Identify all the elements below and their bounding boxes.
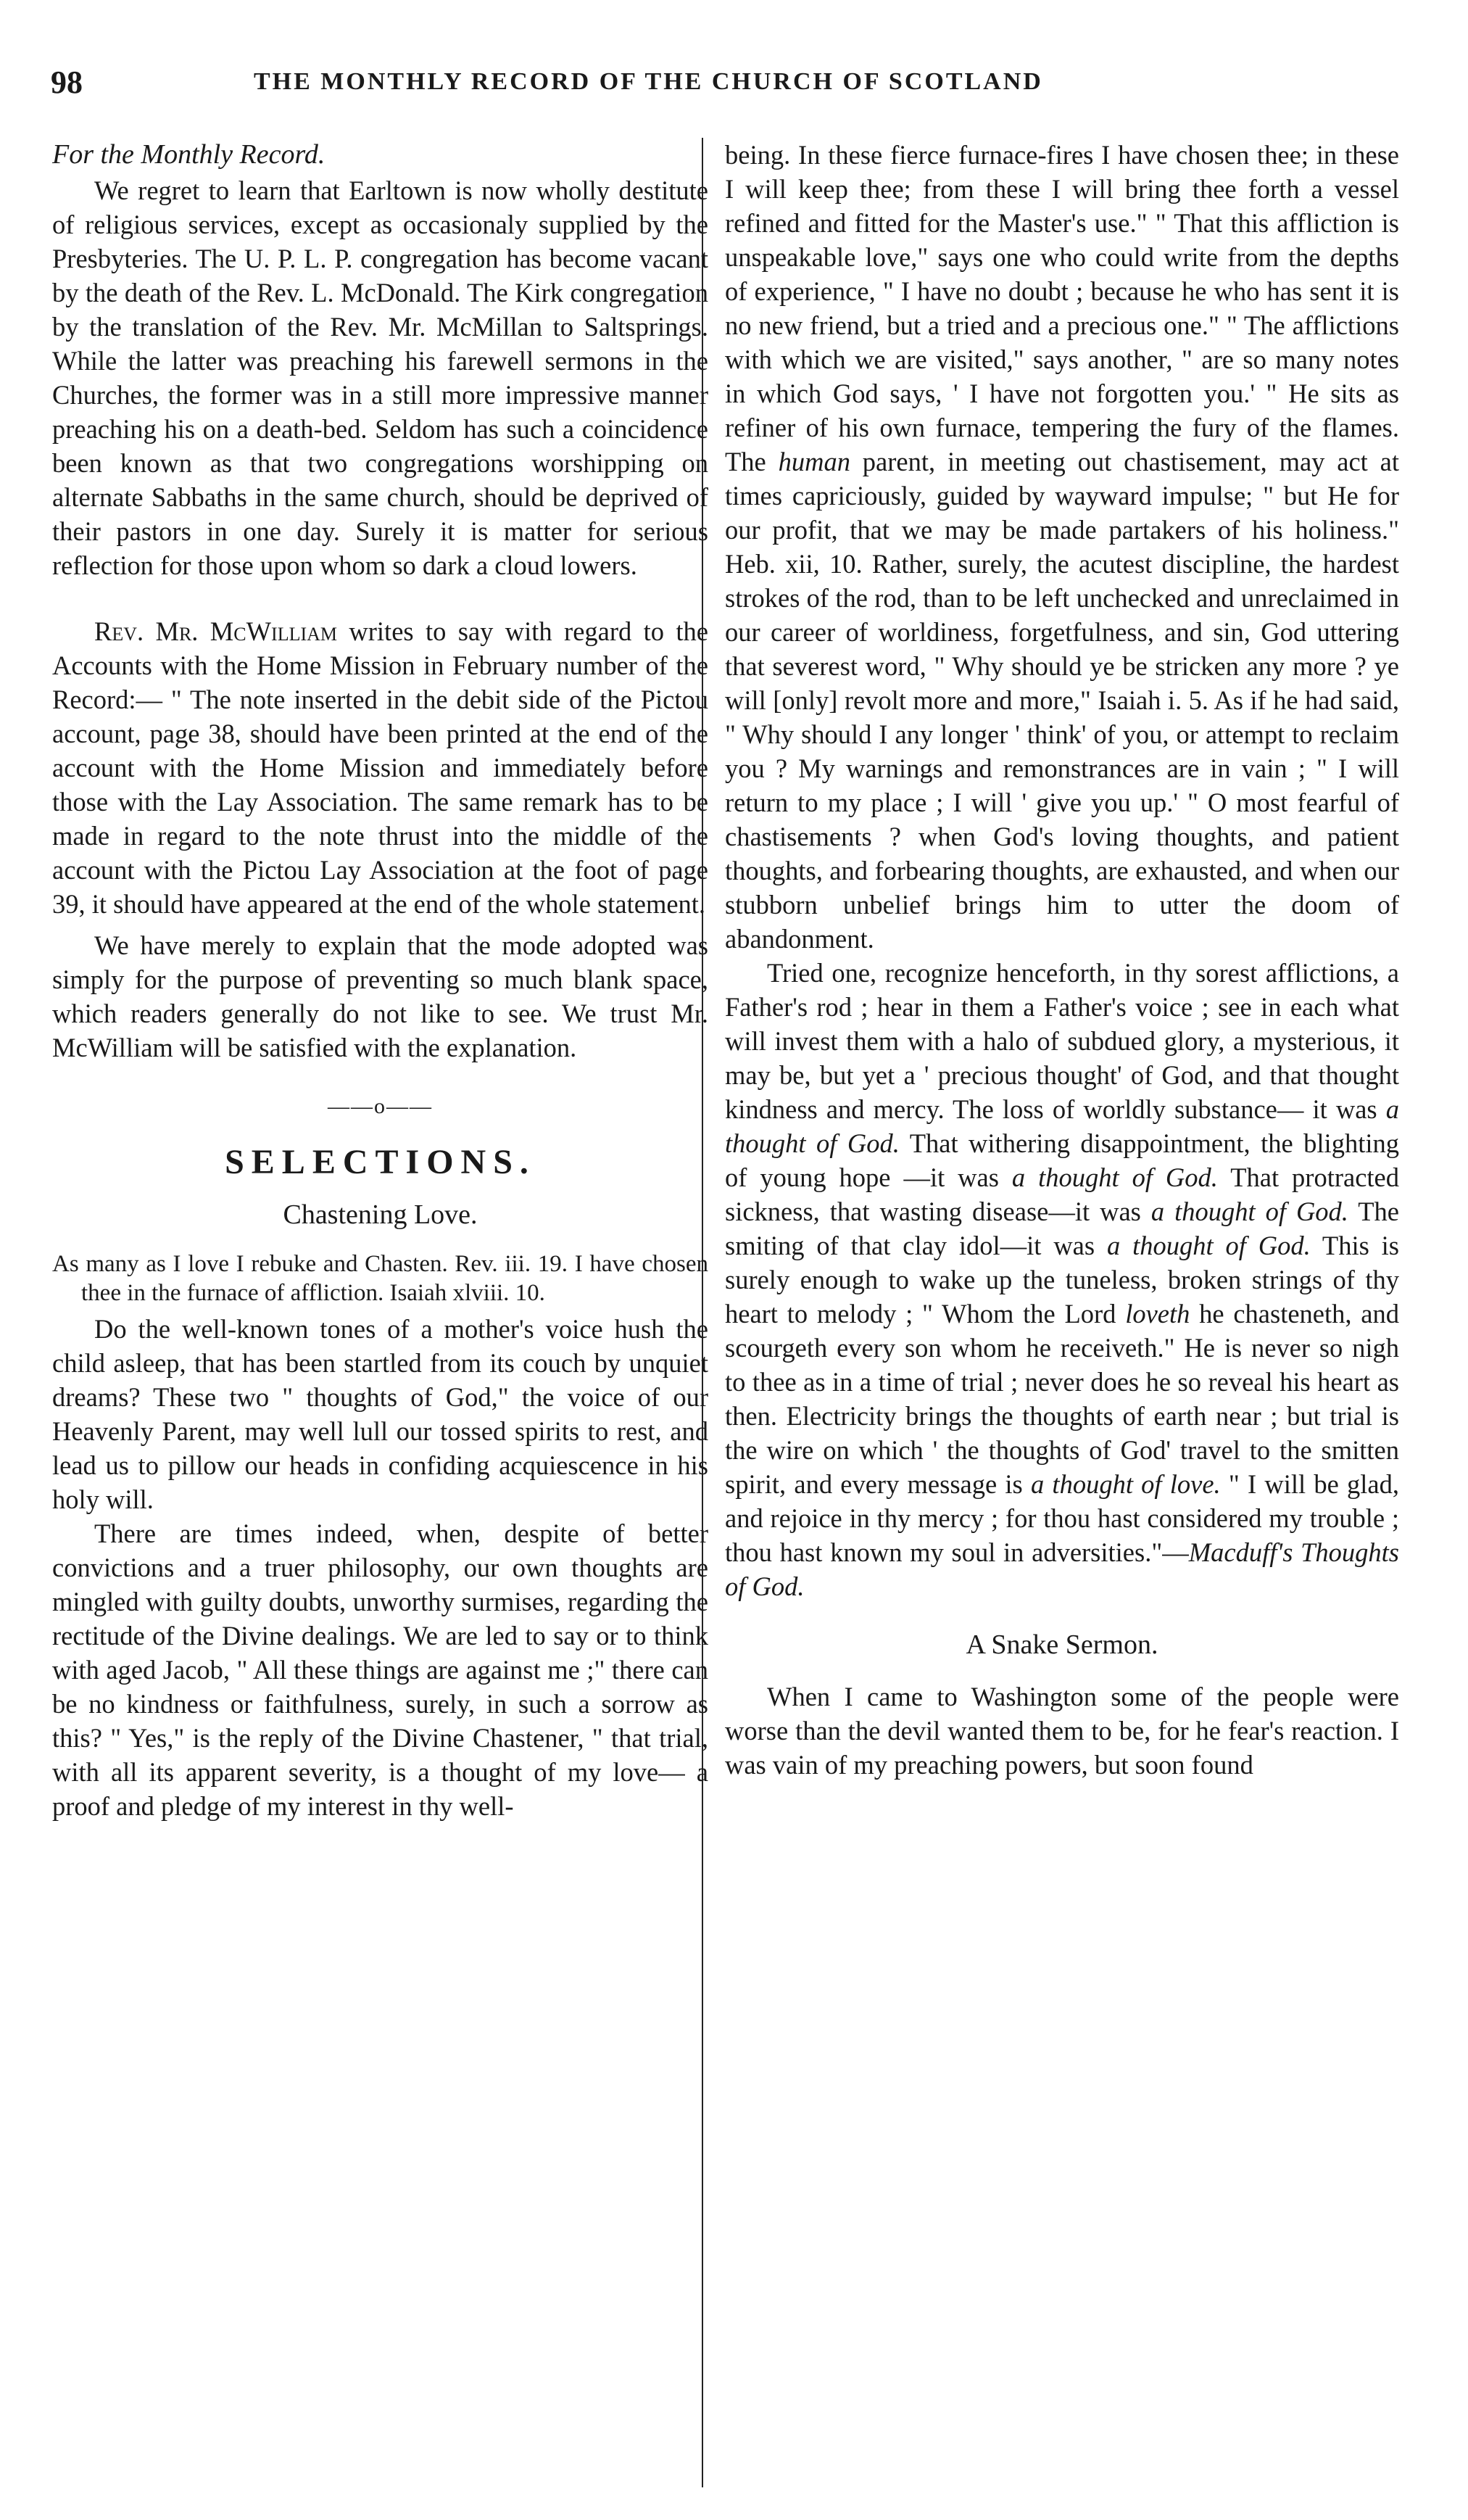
earltown-paragraph: We regret to learn that Earltown is now wholly destitute of religious services, except as occasionaly supplied by the Presbyteries. The U. P. L. P. congregation has become vacant by the death of the Rev. L. McDonald. The Kirk congregation by the translation of the Rev. Mr. McMillan to Saltsprings. While the latter was preaching his farewell sermons in the Churches, the former was in a still more impressive manner preaching his on a death-bed. Seldom has such a coincidence been known as that two congregations worshipping on alternate Sabbaths in the same church, should be deprived of their pastors in one day. Surely it is matter for serious reflection for those upon whom so dark a cloud lowers. [52,175,708,580]
spacer [52,582,708,614]
left-column [52,138,708,2502]
snake-sermon-paragraph: When I came to Washington some of the people were worse than the devil wanted them to be, for he fear's reaction. I was vain of my preaching powers, but soon found [725,1682,1399,1780]
tried-one-paragraph [725,956,1399,1603]
epigraph: As many as I love I rebuke and Chasten. Rev. iii. 19. I have chosen thee in the furnace of affliction. Isaiah xlviii. 10. [52,1251,708,1306]
italic-thought-4: a thought of God. [1106,1231,1311,1260]
source-credit: Macduff's Thoughts of God. [725,1537,1399,1601]
mcwilliam-text: writes to say with regard to the Accounts with the Home Mission in February number of the Record:— " The note inserted in the debit side of the Pictou account, page 38, should have been printed at the end of the account with the Home Mission and immediately before those with the Lay Association. The same remark has to be made in regard to the note thrust into the middle of the account with the Pictou Lay Association at the foot of page 39, it should have appeared at the end of the whole statement. [52,616,708,919]
snake-sermon-title: A Snake Sermon. [966,1629,1158,1660]
continuation-paragraph [725,138,1399,956]
italic-human: human [778,447,850,476]
italic-thought-1: a thought of God. [725,1094,1399,1158]
ornament-divider: ——o—— [328,1094,433,1118]
tried-text-a: Tried one, recognize henceforth, in thy sorest afflictions, a Father's rod ; hear in them a Father's voice ; see in each what will invest them with a halo of subdued glory, a mysterious, it may be, but yet a ' precious thought' of God, and that thought kindness and mercy. The loss of worldly substance— it was [725,958,1399,1124]
mcwilliam-lead: Rev. Mr. McWilliam [94,616,338,646]
tried-text-g: " I will be glad, and rejoice in thy mercy ; for thou hast considered my trouble ; thou hast known my soul in adversities."— [725,1469,1399,1567]
tried-text-b: That withering disappointment, the blighting of young hope —it was [725,1128,1399,1192]
mcwilliam-paragraph [52,614,708,921]
page-number: 98 [51,65,83,100]
italic-loveth: loveth [1125,1299,1190,1329]
italic-thought-3: a thought of God. [1150,1197,1348,1226]
body-paragraph-1: Do the well-known tones of a mother's voice hush the child asleep, that has been startled from its couch by unquiet dreams? These two " thoughts of God," the voice of our Heavenly Parent, may well lull our tossed spirits to rest, and lead us to pillow our heads in confiding acquiescence in his holy will. [52,1314,708,1514]
page-header [51,64,1428,107]
continuation-rest: parent, in meeting out chastisement, may act at times capriciously, guided by wayward impulse; " but He for our profit, that we may be made partakers of his holiness." Heb. xii, 10. Rather, surely, the acutest discipline, the hardest strokes of the rod, than to be left unchecked and unreclaimed in our career of worldiness, forgetfulness, and sin, God uttering that severest word, " Why should ye be stricken any more ? ye will [only] revolt more and more," Isaiah i. 5. As if he had said, " Why should I any longer ' think' of you, or attempt to reclaim you ? My warnings and remonstrances are in vain ; " I will return to my place ; I will ' give you up.' " O most fearful of chastisements ? when God's loving thoughts, and patient thoughts, and forbearing thoughts, are exhausted, and when our stubborn unbelief brings him to utter the doom of abandonment. [725,447,1399,954]
italic-thought-love: a thought of love. [1030,1469,1221,1499]
explanation-paragraph: We have merely to explain that the mode adopted was simply for the purpose of preventing so much blank space, which readers generally do not like to see. We trust Mr. McWilliam will be satisfied with the explanation. [52,930,708,1062]
right-column [725,138,1399,2502]
body-paragraph-2: There are times indeed, when, despite of better convictions and a truer philosophy, our own thoughts are mingled with guilty doubts, unworthy surmises, regarding the rectitude of the Divine dealings. We are led to say or to think with aged Jacob, " All these things are against me ;" there can be no kindness or faithfulness, surely, in such a sorrow as this? " Yes," is the reply of the Divine Chastener, " that trial, with all its apparent severity, is a thought of my love— a proof and pledge of my interest in thy well- [52,1519,708,1821]
continuation-text: being. In these fierce furnace-fires I have chosen thee; in these I will keep thee; from these I will bring thee forth a vessel refined and fitted for the Master's use." " That this affliction is unspeakable love," says one who could write from the depths of experience, " I have no doubt ; because he who has sent it is no new friend, but a tried and a precious one." " The afflictions with which we are visited," says another, " are so many notes in which God says, ' I have not forgotten you.' " He sits as refiner of his own furnace, tempering the fury of the flames. The [725,140,1399,476]
running-title: THE MONTHLY RECORD OF THE CHURCH OF SCOTLAND [254,68,1043,95]
article-title: Chastening Love. [283,1199,478,1230]
tried-text-d: The smiting of that clay idol—it was [725,1197,1399,1260]
section-heading: SELECTIONS. [225,1143,536,1181]
tried-text-c: That protracted sickness, that wasting disease—it was [725,1162,1399,1226]
tried-text-e: This is surely enough to wake up the tuneless, broken strings of thy heart to melody ; " Whom the Lord [725,1231,1399,1329]
italic-thought-2: a thought of God. [1011,1162,1218,1192]
tried-text-f: he chasteneth, and scourgeth every son whom he receiveth." He is never so nigh to thee as in a time of trial ; never does he so reveal his heart as then. Electricity brings the thoughts of earth near ; but trial is the wire on which ' the thoughts of God' travel to the smitten spirit, and every message is [725,1299,1399,1499]
attribution-line: For the Monthly Record. [52,139,325,170]
